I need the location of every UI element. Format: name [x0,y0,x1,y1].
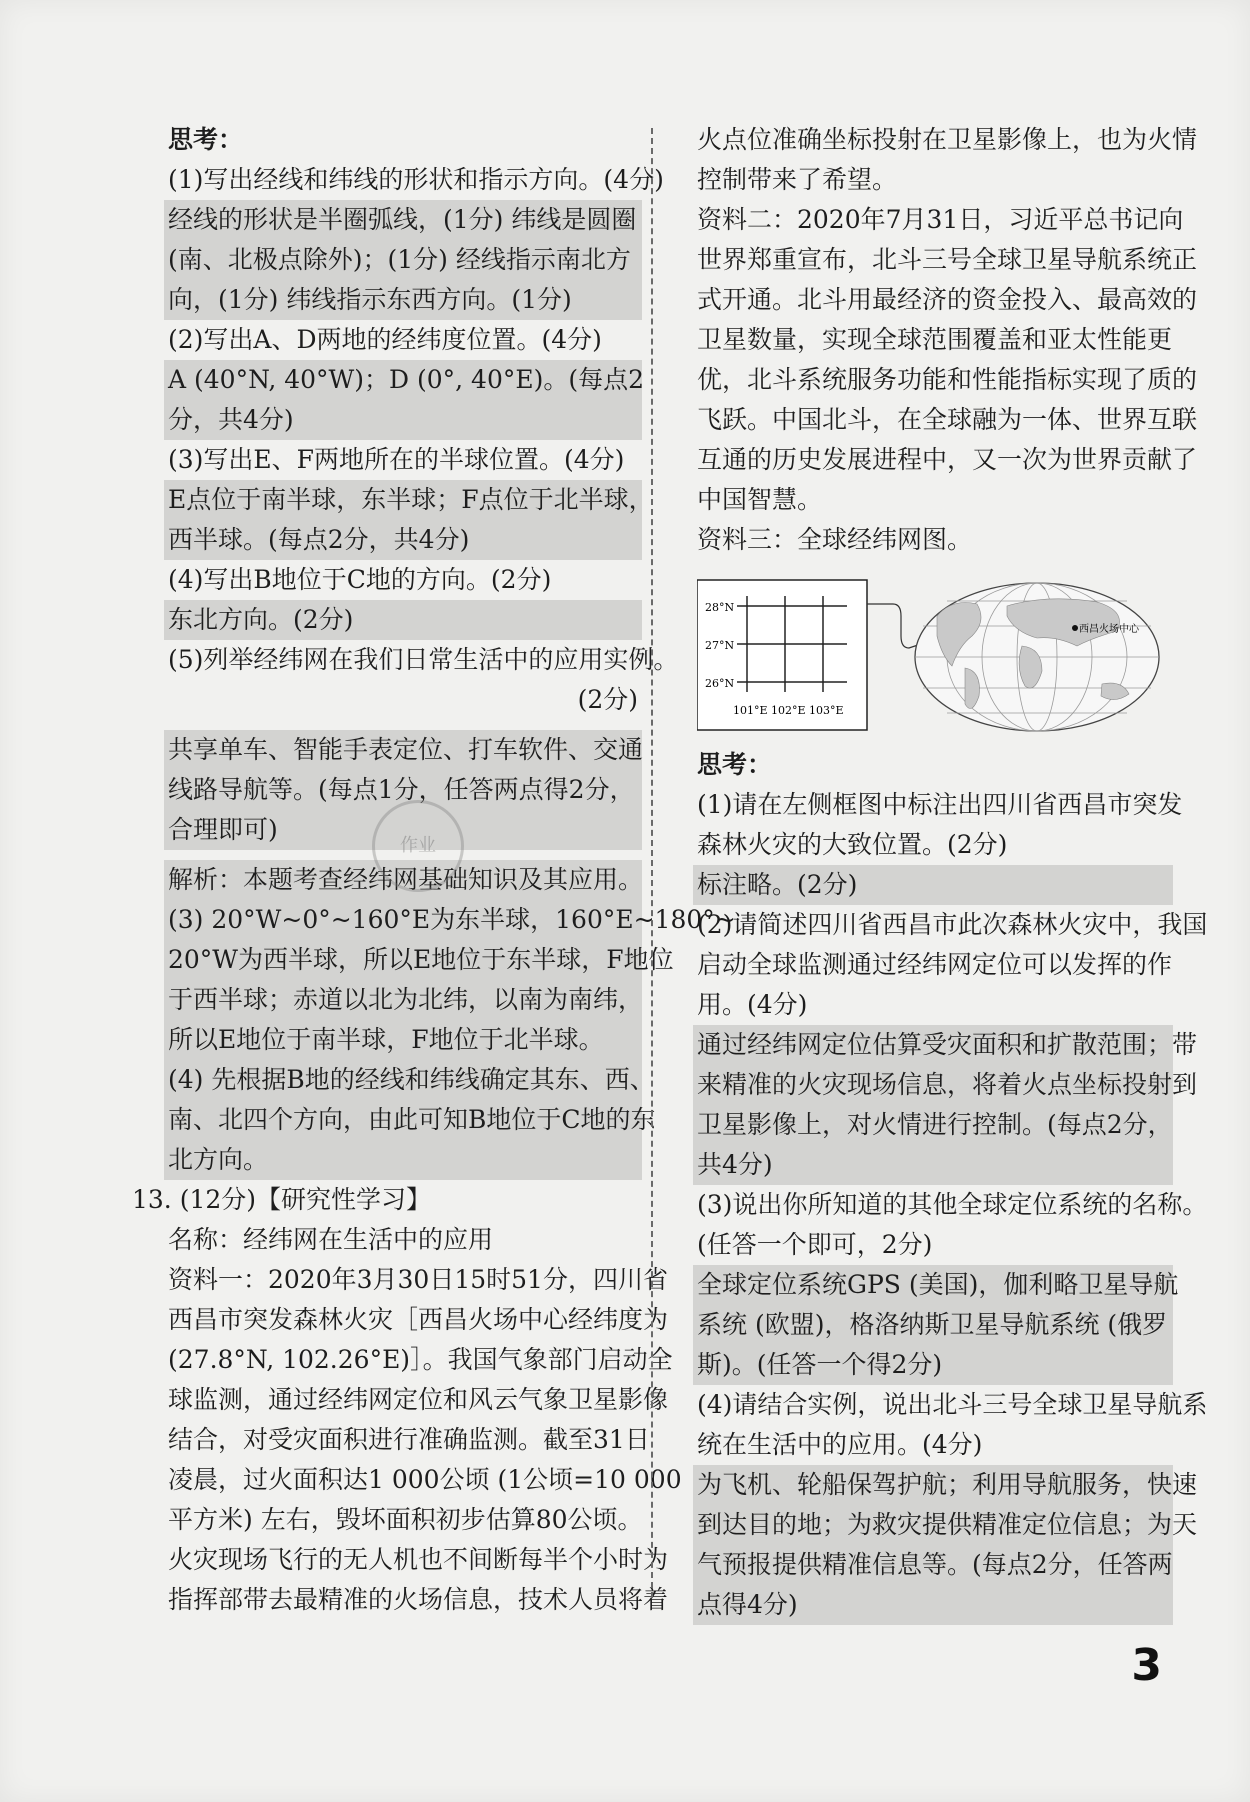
answer-line: 点得4分) [693,1585,1173,1625]
text-line: 用。(4分) [697,990,808,1019]
answer-line: 于西半球；赤道以北为北纬，以南为南纬， [164,980,642,1020]
text-line: 名称：经纬网在生活中的应用 [168,1225,494,1254]
answer-line: A (40°N, 40°W)；D (0°, 40°E)。(每点2 [164,360,642,400]
answer-line: 东北方向。(2分) [164,600,642,640]
text-line: (2分) [577,685,638,714]
text-line: 平方米) 左右，毁坏面积初步估算80公顷。 [168,1505,643,1534]
text-line: 资料一：2020年3月30日15时51分，四川省 [168,1265,668,1294]
right-column [697,120,1198,560]
text-line: (4)请结合实例，说出北斗三号全球卫星导航系 [697,1390,1208,1419]
text-line: (3)写出E、F两地所在的半球位置。(4分) [168,445,625,474]
answer-line: 解析：本题考查经纬网基础知识及其应用。 [164,860,642,900]
lon-label-101: 101°E [733,704,768,717]
column-divider [651,128,653,1598]
text-line: (3)说出你所知道的其他全球定位系统的名称。 [697,1190,1208,1219]
lon-label-103: 103°E [809,704,844,717]
answer-line: (南、北极点除外)；(1分) 经线指示南北方 [164,240,642,280]
answer-line: 通过经纬网定位估算受灾面积和扩散范围；带 [693,1025,1173,1065]
answer-line: 共享单车、智能手表定位、打车软件、交通 [164,730,642,770]
answer-line: 20°W为西半球，所以E地位于东半球，F地位 [164,940,642,980]
answer-line: 合理即可) [164,810,642,850]
answer-line: 系统 (欧盟)，格洛纳斯卫星导航系统 (俄罗 [693,1305,1173,1345]
text-line: 球监测，通过经纬网定位和风云气象卫星影像 [168,1385,669,1414]
text-line: 结合，对受灾面积进行准确监测。截至31日 [168,1425,650,1454]
text-line: 思考： [697,750,773,779]
text-line: 启动全球监测通过经纬网定位可以发挥的作 [697,950,1173,979]
text-line: (1)写出经线和纬线的形状和指示方向。(4分) [168,165,664,194]
text-line: 火点位准确坐标投射在卫星影像上，也为火情 [697,125,1198,154]
text-line: 优，北斗系统服务功能和性能指标实现了质的 [697,365,1198,394]
text-line: 资料三：全球经纬网图。 [697,525,973,554]
answer-line: 线路导航等。(每点1分，任答两点得2分， [164,770,642,810]
global-graticule-figure [697,576,1167,734]
text-line: 飞跃。中国北斗，在全球融为一体、世界互联 [697,405,1198,434]
text-line: (2)请简述四川省西昌市此次森林火灾中，我国 [697,910,1208,939]
text-line: 互通的历史发展进程中，又一次为世界贡献了 [697,445,1198,474]
answer-line: 标注略。(2分) [693,865,1173,905]
text-line: 统在生活中的应用。(4分) [697,1430,983,1459]
text-line: (5)列举经纬网在我们日常生活中的应用实例。 [168,645,679,674]
text-line: (任答一个即可，2分) [697,1230,933,1259]
lat-label-28: 28°N [705,601,735,614]
text-line: (4)写出B地位于C地的方向。(2分) [168,565,552,594]
text-line: 思考： [168,125,244,154]
page-number: 3 [1131,1640,1162,1691]
lon-label-102: 102°E [771,704,806,717]
answer-line: 到达目的地；为救灾提供精准定位信息；为天 [693,1505,1173,1545]
text-line: 中国智慧。 [697,485,823,514]
answer-line: (4) 先根据B地的经线和纬线确定其东、西、 [164,1060,642,1100]
map-label: 西昌火场中心 [1079,624,1139,635]
text-line: 森林火灾的大致位置。(2分) [697,830,1008,859]
text-line: 指挥部带去最精准的火场信息，技术人员将着 [168,1585,669,1614]
answer-line: 全球定位系统GPS (美国)，伽利略卫星导航 [693,1265,1173,1305]
answer-line: 斯)。(任答一个得2分) [693,1345,1173,1385]
text-line: 世界郑重宣布，北斗三号全球卫星导航系统正 [697,245,1198,274]
answer-line: 向，(1分) 纬线指示东西方向。(1分) [164,280,642,320]
text-line: 卫星数量，实现全球范围覆盖和亚太性能更 [697,325,1173,354]
fire-location-marker [1072,625,1078,631]
answer-line: 为飞机、轮船保驾护航；利用导航服务，快速 [693,1465,1173,1505]
answer-line: 卫星影像上，对火情进行控制。(每点2分， [693,1105,1173,1145]
text-line: 火灾现场飞行的无人机也不间断每半个小时为 [168,1545,669,1574]
text-line: (27.8°N, 102.26°E)］。我国气象部门启动全 [168,1345,673,1374]
answer-line: 南、北四个方向，由此可知B地位于C地的东 [164,1100,642,1140]
text-line: (1)请在左侧框图中标注出四川省西昌市突发 [697,790,1183,819]
answer-line: 所以E地位于南半球，F地位于北半球。 [164,1020,642,1060]
answer-line: 西半球。(每点2分，共4分) [164,520,642,560]
answer-line: 气预报提供精准信息等。(每点2分，任答两 [693,1545,1173,1585]
text-line: 控制带来了希望。 [697,165,898,194]
watermark-stamp: 作业 [372,800,464,892]
answer-line: 经线的形状是半圈弧线，(1分) 纬线是圆圈 [164,200,642,240]
text-line: 式开通。北斗用最经济的资金投入、最高效的 [697,285,1198,314]
answer-line: E点位于南半球，东半球；F点位于北半球， [164,480,642,520]
right-column-lower [697,745,1208,1625]
answer-line: (3) 20°W~0°~160°E为东半球，160°E~180°~ [164,900,642,940]
answer-line: 分，共4分) [164,400,642,440]
text-line: 凌晨，过火面积达1 000公顷 (1公顷=10 000 [168,1465,682,1494]
text-line: (2)写出A、D两地的经纬度位置。(4分) [168,325,602,354]
lat-label-26: 26°N [705,677,735,690]
text-line: 资料二：2020年7月31日，习近平总书记向 [697,205,1184,234]
text-line: 西昌市突发森林火灾［西昌火场中心经纬度为 [168,1305,669,1334]
answer-line: 来精准的火灾现场信息，将着火点坐标投射到 [693,1065,1173,1105]
answer-line: 共4分) [693,1145,1173,1185]
lat-label-27: 27°N [705,639,735,652]
text-line: 13. (12分)【研究性学习】 [132,1185,432,1214]
answer-line: 北方向。 [164,1140,642,1180]
